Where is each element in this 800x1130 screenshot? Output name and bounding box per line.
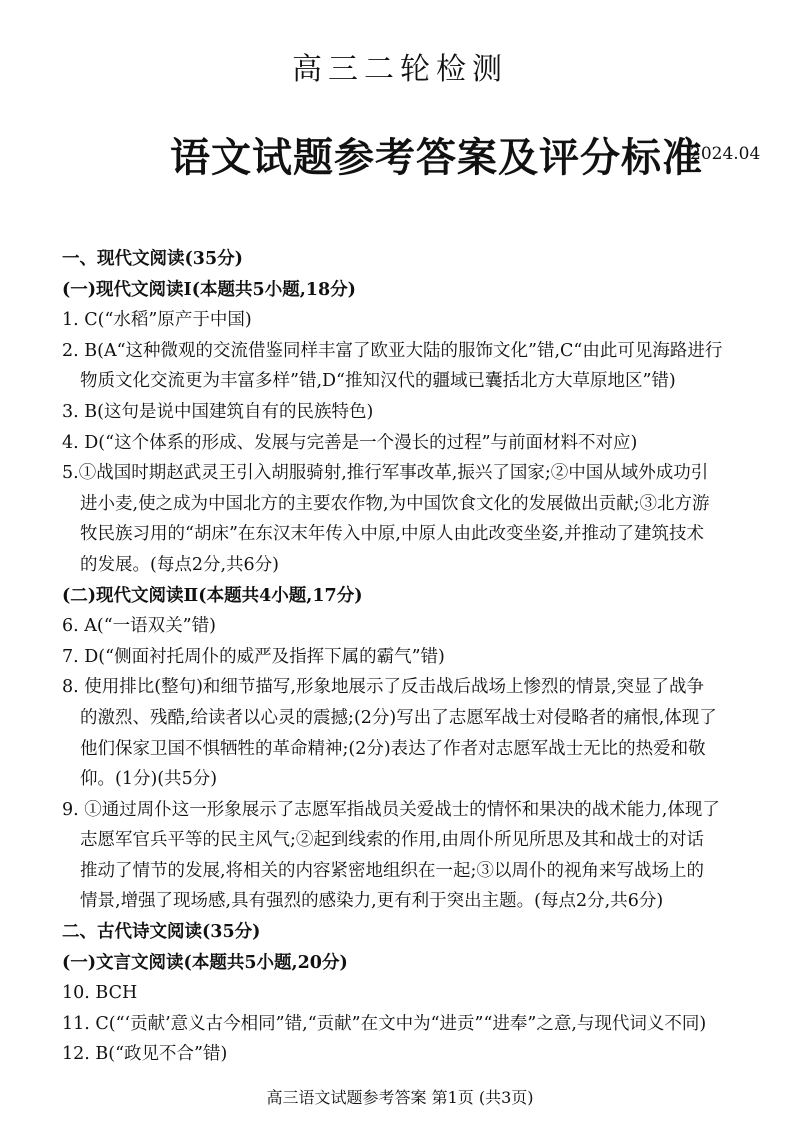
exam-subtitle: 高三二轮检测 bbox=[292, 52, 508, 87]
answer-line: 牧民族习用的“胡床”在东汉末年传入中原,中原人由此改变坐姿,并推动了建筑技术 bbox=[80, 524, 705, 545]
answer-line: 8. 使用排比(整句)和细节描写,形象地展示了反击战后战场上惨烈的情景,突显了战争 bbox=[62, 677, 705, 698]
document-date: 2024.04 bbox=[690, 144, 761, 164]
answer-line: 推动了情节的发展,将相关的内容紧密地组织在一起;③以周仆的视角来写战场上的 bbox=[80, 860, 704, 881]
answer-line: 5.①战国时期赵武灵王引入胡服骑射,推行军事改革,振兴了国家;②中国从域外成功引 bbox=[62, 463, 709, 484]
page-title: 语文试题参考答案及评分标准 bbox=[170, 134, 703, 181]
answer-line: 物质文化交流更为丰富多样”错,D“推知汉代的疆域已囊括北方大草原地区”错) bbox=[80, 371, 676, 392]
answer-line: 1. C(“水稻”原产于中国) bbox=[62, 310, 252, 331]
answer-line: 9. ①通过周仆这一形象展示了志愿军指战员关爱战士的情怀和果决的战术能力,体现了 bbox=[62, 799, 720, 820]
section-heading: (一)文言文阅读(本题共5小题,20分) bbox=[62, 952, 348, 973]
answer-line: 6. A(“一语双关”错) bbox=[62, 616, 216, 637]
answer-line: 12. B(“政见不合”错) bbox=[62, 1044, 228, 1065]
answer-line: 10. BCH bbox=[62, 983, 138, 1004]
answer-line: 仰。(1分)(共5分) bbox=[80, 769, 218, 790]
answer-line: 的激烈、残酷,给读者以心灵的震撼;(2分)写出了志愿军战士对侵略者的痛恨,体现了 bbox=[80, 707, 717, 728]
answer-line: 他们保家卫国不惧牺牲的革命精神;(2分)表达了作者对志愿军战士无比的热爱和敬 bbox=[80, 738, 706, 759]
section-heading: (二)现代文阅读Ⅱ(本题共4小题,17分) bbox=[62, 585, 363, 606]
answer-line: 7. D(“侧面衬托周仆的威严及指挥下属的霸气”错) bbox=[62, 646, 445, 667]
answer-content bbox=[62, 244, 774, 1070]
answer-line: 3. B(这句是说中国建筑自有的民族特色) bbox=[62, 401, 374, 422]
section-heading: 二、古代诗文阅读(35分) bbox=[62, 922, 261, 943]
answer-line: 11. C(“‘贡献’意义古今相同”错,“贡献”在文中为“进贡”“进奉”之意,与现代词义不同) bbox=[62, 1013, 707, 1034]
section-heading: 一、现代文阅读(35分) bbox=[62, 249, 243, 269]
answer-line: 4. D(“这个体系的形成、发展与完善是一个漫长的过程”与前面材料不对应) bbox=[62, 432, 638, 453]
answer-line: 志愿军官兵平等的民主风气;②起到线索的作用,由周仆所见所思及其和战士的对话 bbox=[80, 830, 704, 851]
answer-line: 的发展。(每点2分,共6分) bbox=[80, 554, 279, 575]
section-heading: (一)现代文阅读Ⅰ(本题共5小题,18分) bbox=[62, 279, 356, 300]
answer-line: 情景,增强了现场感,具有强烈的感染力,更有利于突出主题。(每点2分,共6分) bbox=[80, 891, 664, 912]
answer-line: 进小麦,使之成为中国北方的主要农作物,为中国饮食文化的发展做出贡献;③北方游 bbox=[80, 493, 710, 514]
answer-line: 2. B(A“这种微观的交流借鉴同样丰富了欧亚大陆的服饰文化”错,C“由此可见海路进行 bbox=[62, 340, 723, 361]
page-footer: 高三语文试题参考答案 第1页 (共3页) bbox=[266, 1088, 534, 1107]
